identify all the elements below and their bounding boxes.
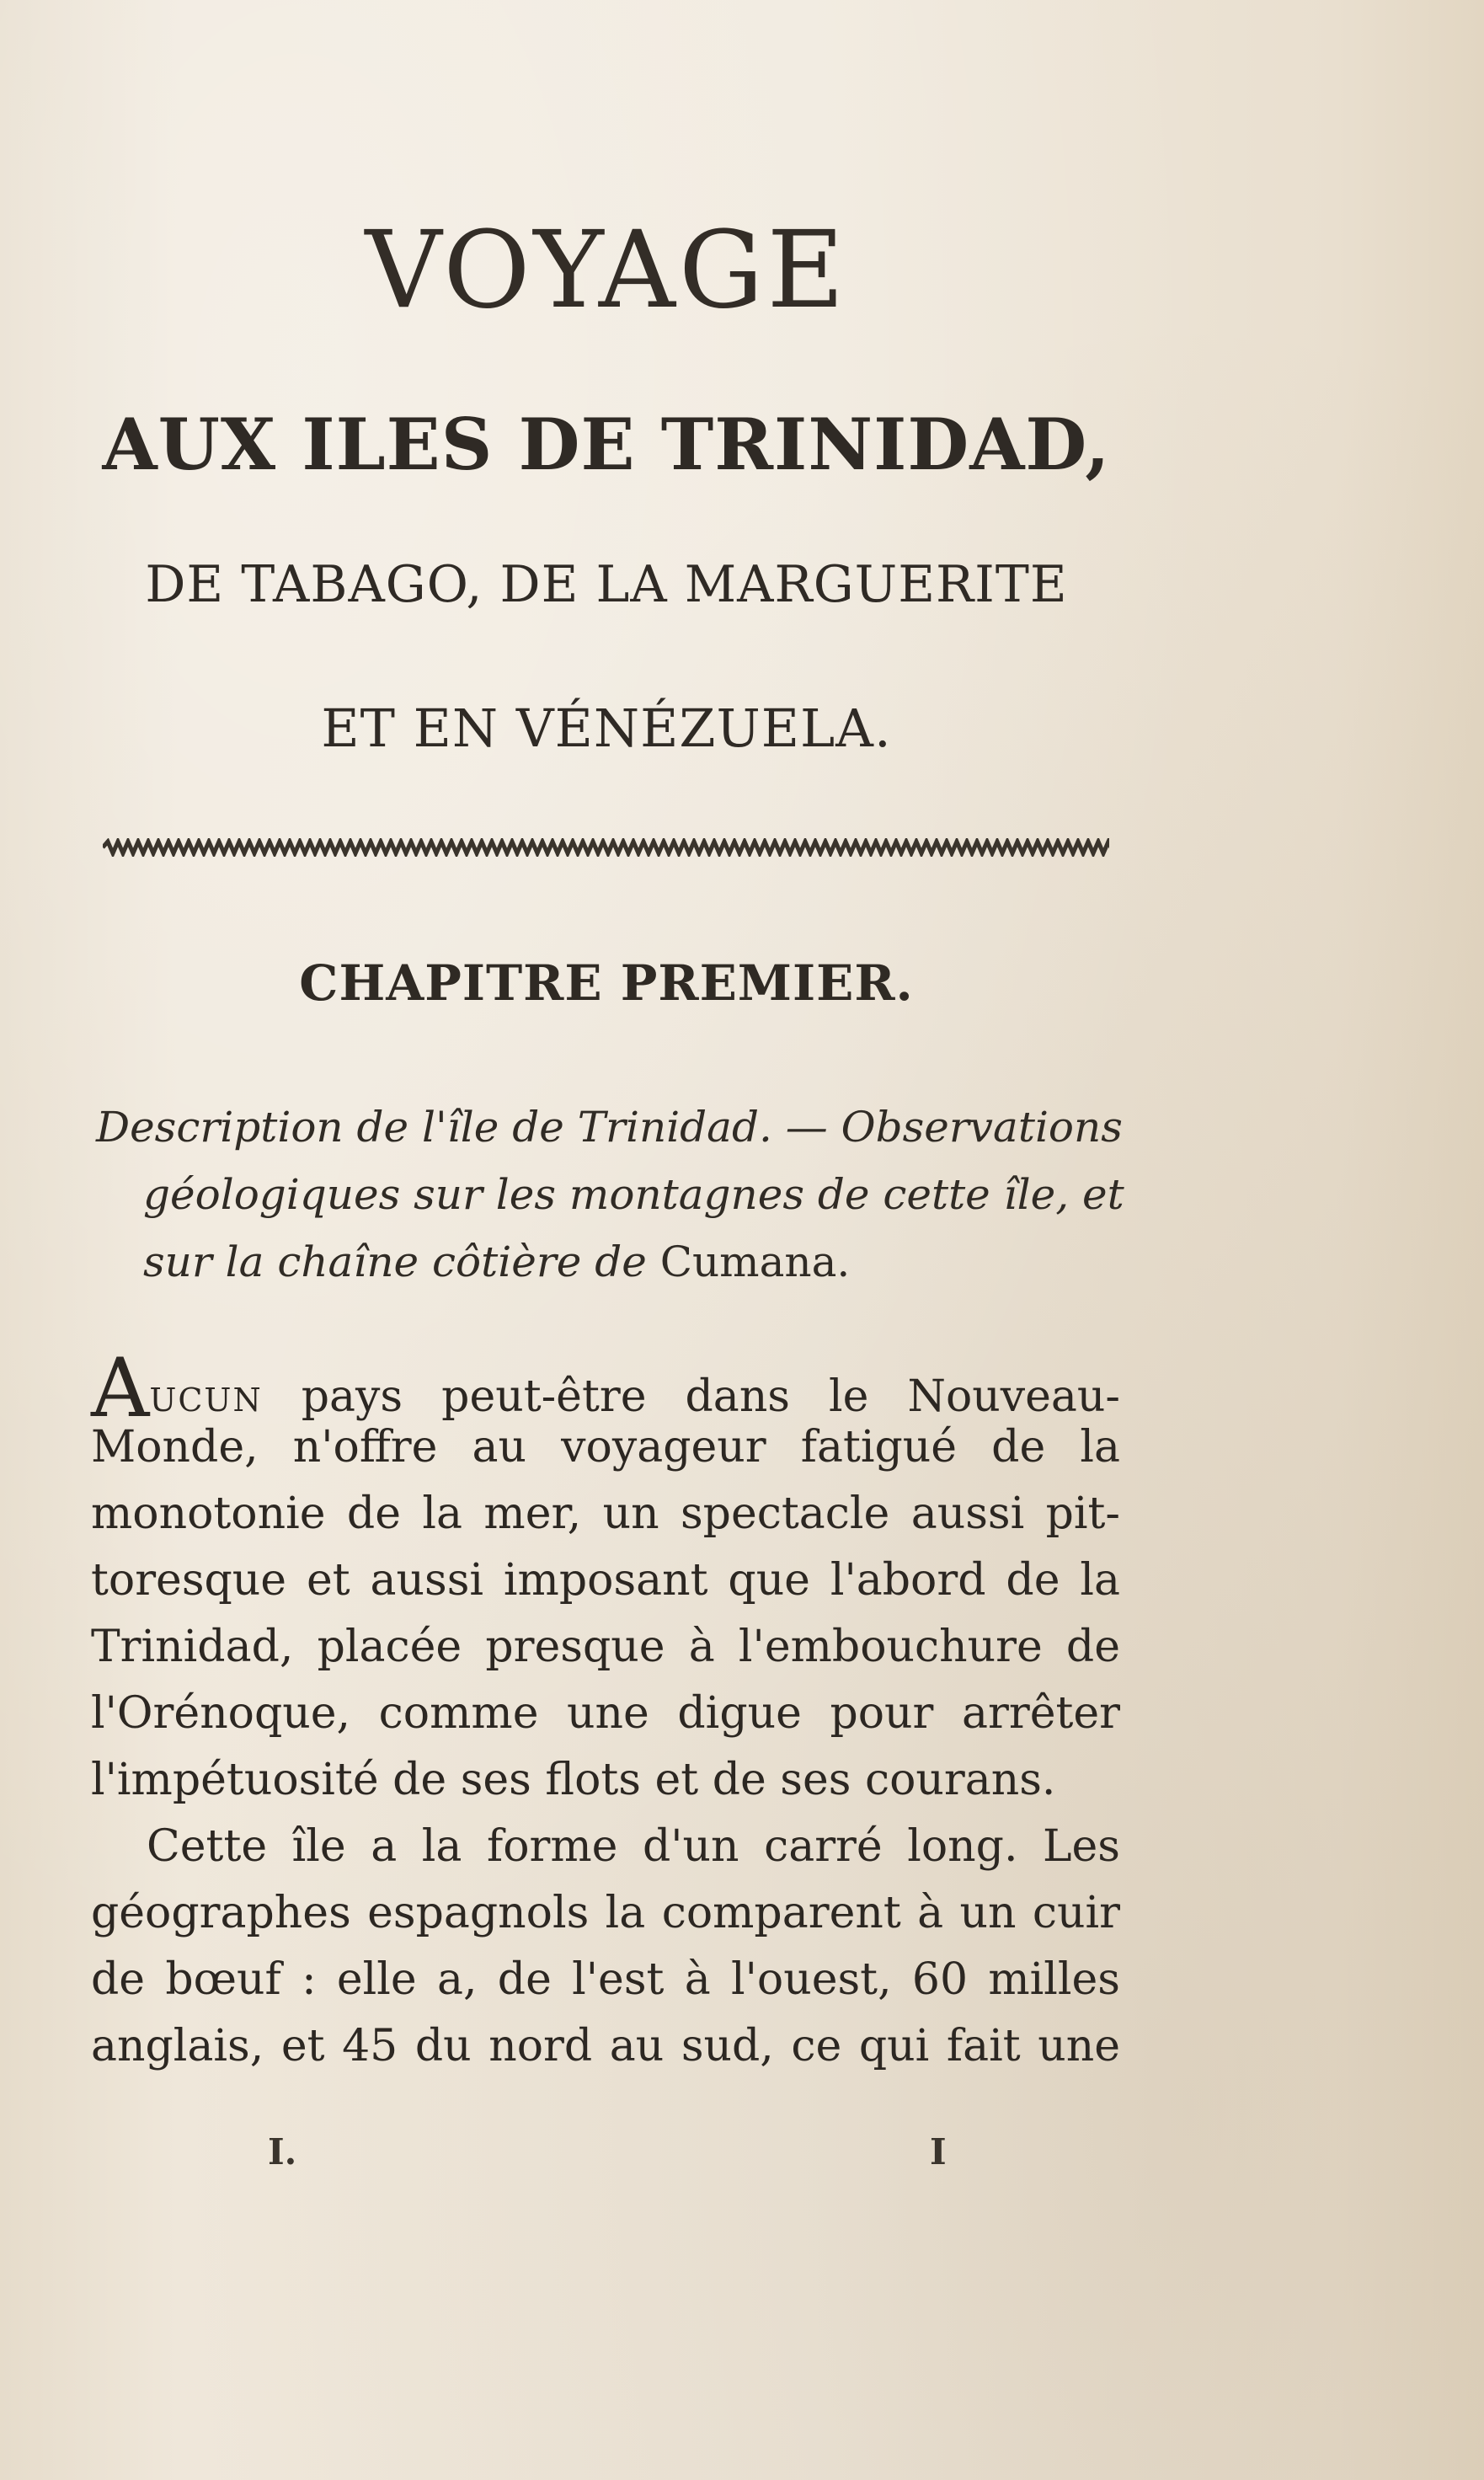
body-line-6: l'Orénoque, comme une digue pour arrêter (91, 1688, 1120, 1739)
summary-place: Cumana. (659, 1237, 851, 1286)
body-line-4: toresque et aussi imposant que l'abord de la (91, 1555, 1120, 1606)
summary-line-3 (96, 1228, 1132, 1296)
body-line-7: l'impétuosité de ses flots et de ses courans. (91, 1755, 1056, 1805)
body-line-2: Monde, n'offre au voyageur fatigué de la (91, 1422, 1120, 1472)
body-line-3: monotonie de la mer, un spectacle aussi pit- (91, 1489, 1120, 1539)
chapter-heading: CHAPITRE PREMIER. (299, 954, 914, 1012)
title-voyage: VOYAGE (365, 208, 848, 332)
summary-line-1: Description de l'île de Trinidad. — Observations (96, 1103, 1123, 1152)
page-number: I (930, 2131, 947, 2173)
body-line-10: de bœuf : elle a, de l'est à l'ouest, 60 milles (91, 1954, 1120, 2005)
summary-line-2: géologiques sur les montagnes de cette île, et (143, 1170, 1124, 1219)
title-line-tabago: DE TABAGO, DE LA MARGUERITE (145, 555, 1068, 614)
body-line-5: Trinidad, placée presque à l'embouchure de (91, 1622, 1120, 1672)
body-text (91, 1341, 1120, 2080)
decorative-wavy-rule (103, 838, 1109, 857)
title-line-venezuela: ET EN VÉNÉZUELA. (321, 698, 892, 759)
signature-mark: I. (268, 2131, 297, 2173)
body-line-11: anglais, et 45 du nord au sud, ce qui fait une (91, 2021, 1120, 2071)
drop-cap: A (91, 1341, 150, 1435)
small-caps-word: UCUN (149, 1382, 263, 1419)
body-line-9: géographes espagnols la comparent à un cuir (91, 1888, 1120, 1938)
chapter-summary (96, 1093, 1132, 1296)
body-line-8: Cette île a la forme d'un carré long. Les (147, 1821, 1120, 1872)
summary-line-3-text: sur la chaîne côtière de (143, 1237, 660, 1286)
title-line-trinidad: AUX ILES DE TRINIDAD, (102, 403, 1111, 486)
body-line-1 (91, 1341, 1120, 1435)
body-line-1-text: pays peut-être dans le Nouveau- (262, 1371, 1120, 1422)
